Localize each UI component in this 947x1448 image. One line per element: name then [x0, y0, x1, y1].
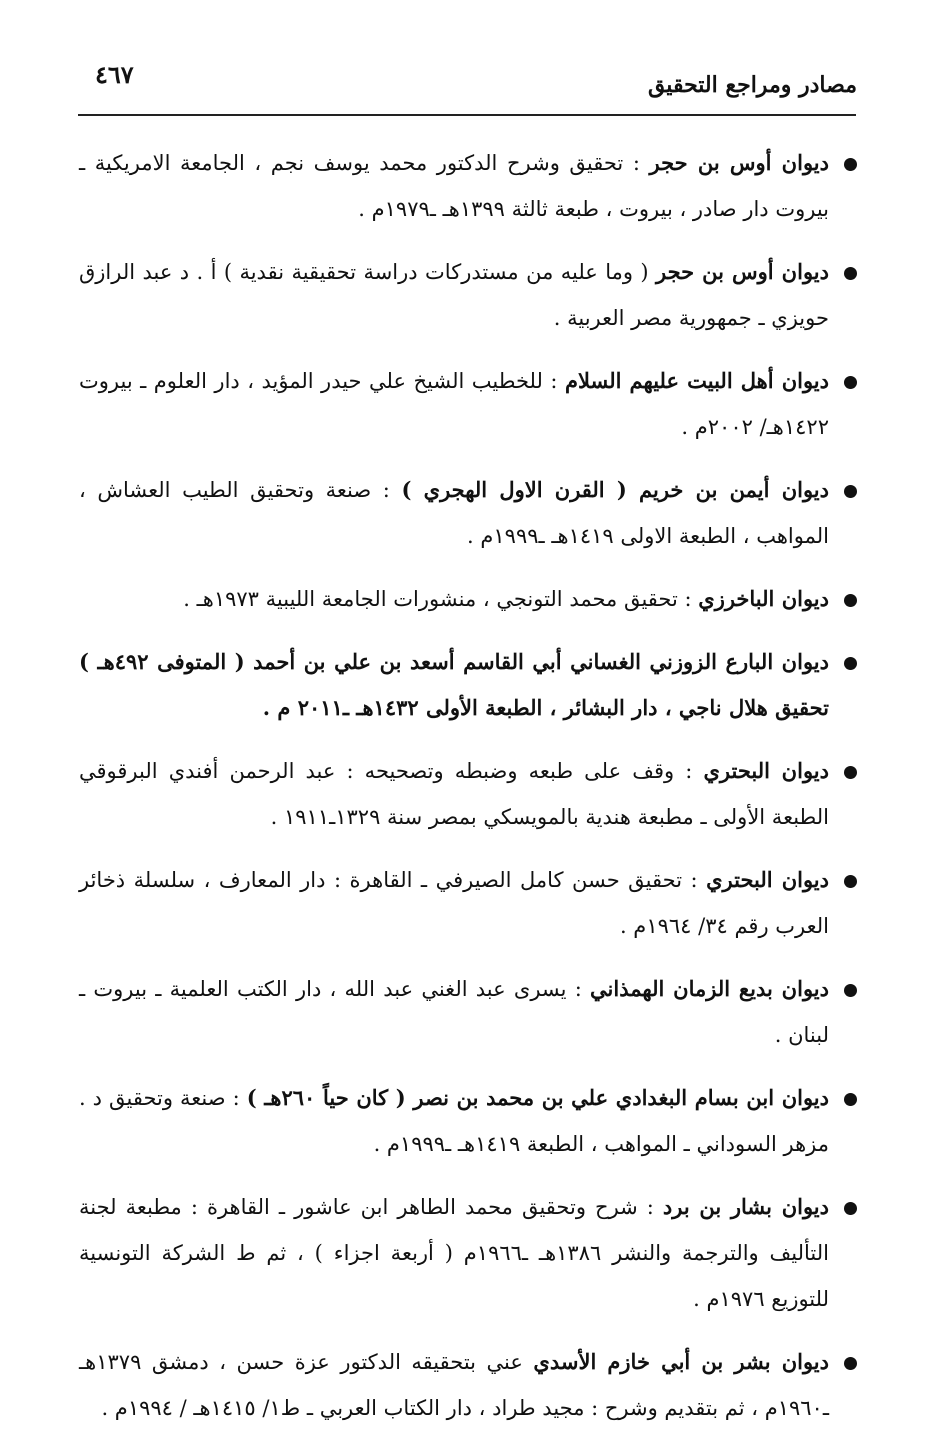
entry-details: عني بتحقيقه الدكتور عزة حسن ، دمشق ١٣٧٩هـ ـ١٩٦٠م ، ثم بتقديم وشرح : مجيد طراد ، دار الكتاب العربي ـ ط١/ ١٤١٥هـ / ١٩٩٤م .	[79, 1350, 829, 1420]
bibliography-entry	[79, 467, 859, 559]
entry-title: ديوان بشار بن برد	[662, 1194, 829, 1219]
entry-title: ديوان البحتري	[703, 758, 829, 783]
bullet-icon	[844, 267, 857, 280]
running-title: مصادر ومراجع التحقيق	[647, 72, 857, 98]
bullet-icon	[844, 875, 857, 888]
bibliography-entry	[79, 748, 859, 840]
bibliography-entry	[79, 358, 859, 450]
entry-title: ديوان بشر بن أبي خازم الأسدي	[533, 1349, 829, 1374]
bibliography-list	[79, 140, 859, 1448]
bibliography-entry	[79, 249, 859, 341]
bibliography-entry	[79, 1184, 859, 1322]
entry-title: ديوان البحتري	[706, 867, 829, 892]
entry-title: ديوان أهل البيت عليهم السلام	[564, 368, 830, 393]
bibliography-entry	[79, 639, 859, 731]
entry-title: ديوان أوس بن حجر	[656, 259, 829, 284]
header-divider	[78, 114, 856, 116]
entry-details: : تحقيق محمد التونجي ، منشورات الجامعة الليبية ١٩٧٣هـ .	[183, 587, 699, 611]
bibliography-entry	[79, 1075, 859, 1167]
entry-title: ديوان الباخرزي	[698, 586, 829, 611]
entry-details: : وقف على طبعه وضبطه وتصحيحه : عبد الرحمن أفندي البرقوقي الطبعة الأولى ـ مطبعة هندية بالمويسكي بمصر سنة ١٣٢٩ـ١٩١١ .	[79, 759, 829, 829]
entry-title: ديوان أوس بن حجر	[649, 150, 829, 175]
bullet-icon	[844, 984, 857, 997]
bullet-icon	[844, 485, 857, 498]
bullet-icon	[844, 1093, 857, 1106]
bibliography-entry	[79, 140, 859, 232]
bullet-icon	[844, 766, 857, 779]
entry-details: : للخطيب الشيخ علي حيدر المؤيد ، دار العلوم ـ بيروت ١٤٢٢هـ/ ٢٠٠٢م .	[79, 369, 829, 439]
bibliography-entry	[79, 576, 859, 622]
bullet-icon	[844, 1202, 857, 1215]
page-header	[85, 60, 857, 108]
bullet-icon	[844, 1357, 857, 1370]
entry-title: ديوان البارع الزوزني الغساني أبي القاسم أسعد بن علي بن أحمد ( المتوفى ٤٩٢هـ ) تحقيق هلال ناجي ، دار البشائر ، الطبعة الأولى ١٤٣٢هـ ـ٢٠١١ م .	[79, 649, 829, 720]
entry-details: : تحقيق وشرح الدكتور محمد يوسف نجم ، الجامعة الامريكية ـ بيروت دار صادر ، بيروت ، طبعة ثالثة ١٣٩٩هـ ـ١٩٧٩م .	[79, 151, 829, 221]
entry-title: ديوان أيمن بن خريم ( القرن الاول الهجري )	[401, 477, 829, 502]
entry-details: : صنعة وتحقيق الطيب العشاش ، المواهب ، الطبعة الاولى ١٤١٩هـ ـ١٩٩٩م .	[79, 478, 829, 548]
bullet-icon	[844, 158, 857, 171]
bibliography-entry	[79, 1339, 859, 1431]
bibliography-entry	[79, 966, 859, 1058]
entry-details: ( وما عليه من مستدركات دراسة تحقيقية نقدية ) أ . د عبد الرازق حويزي ـ جمهورية مصر العربية .	[79, 260, 829, 330]
entry-title: ديوان ابن بسام البغدادي علي بن محمد بن نصر ( كان حياً ٢٦٠هـ )	[246, 1085, 829, 1110]
page-number: ٤٦٧	[95, 60, 134, 89]
bullet-icon	[844, 657, 857, 670]
bullet-icon	[844, 376, 857, 389]
entry-details: : شرح وتحقيق محمد الطاهر ابن عاشور ـ القاهرة : مطبعة لجنة التأليف والترجمة والنشر ١٣٨٦هـ ـ١٩٦٦م ( أربعة اجزاء ) ، ثم ط الشركة التونسية للتوزيع ١٩٧٦م .	[79, 1195, 829, 1311]
entry-details: : يسرى عبد الغني عبد الله ، دار الكتب العلمية ـ بيروت ـ لبنان .	[79, 977, 829, 1047]
bullet-icon	[844, 594, 857, 607]
entry-details: : صنعة وتحقيق د . مزهر السوداني ـ المواهب ، الطبعة ١٤١٩هـ ـ١٩٩٩م .	[79, 1086, 829, 1156]
entry-title: ديوان بديع الزمان الهمذاني	[590, 976, 829, 1001]
entry-details: : تحقيق حسن كامل الصيرفي ـ القاهرة : دار المعارف ، سلسلة ذخائر العرب رقم ٣٤/ ١٩٦٤م .	[79, 868, 829, 938]
bibliography-entry	[79, 857, 859, 949]
